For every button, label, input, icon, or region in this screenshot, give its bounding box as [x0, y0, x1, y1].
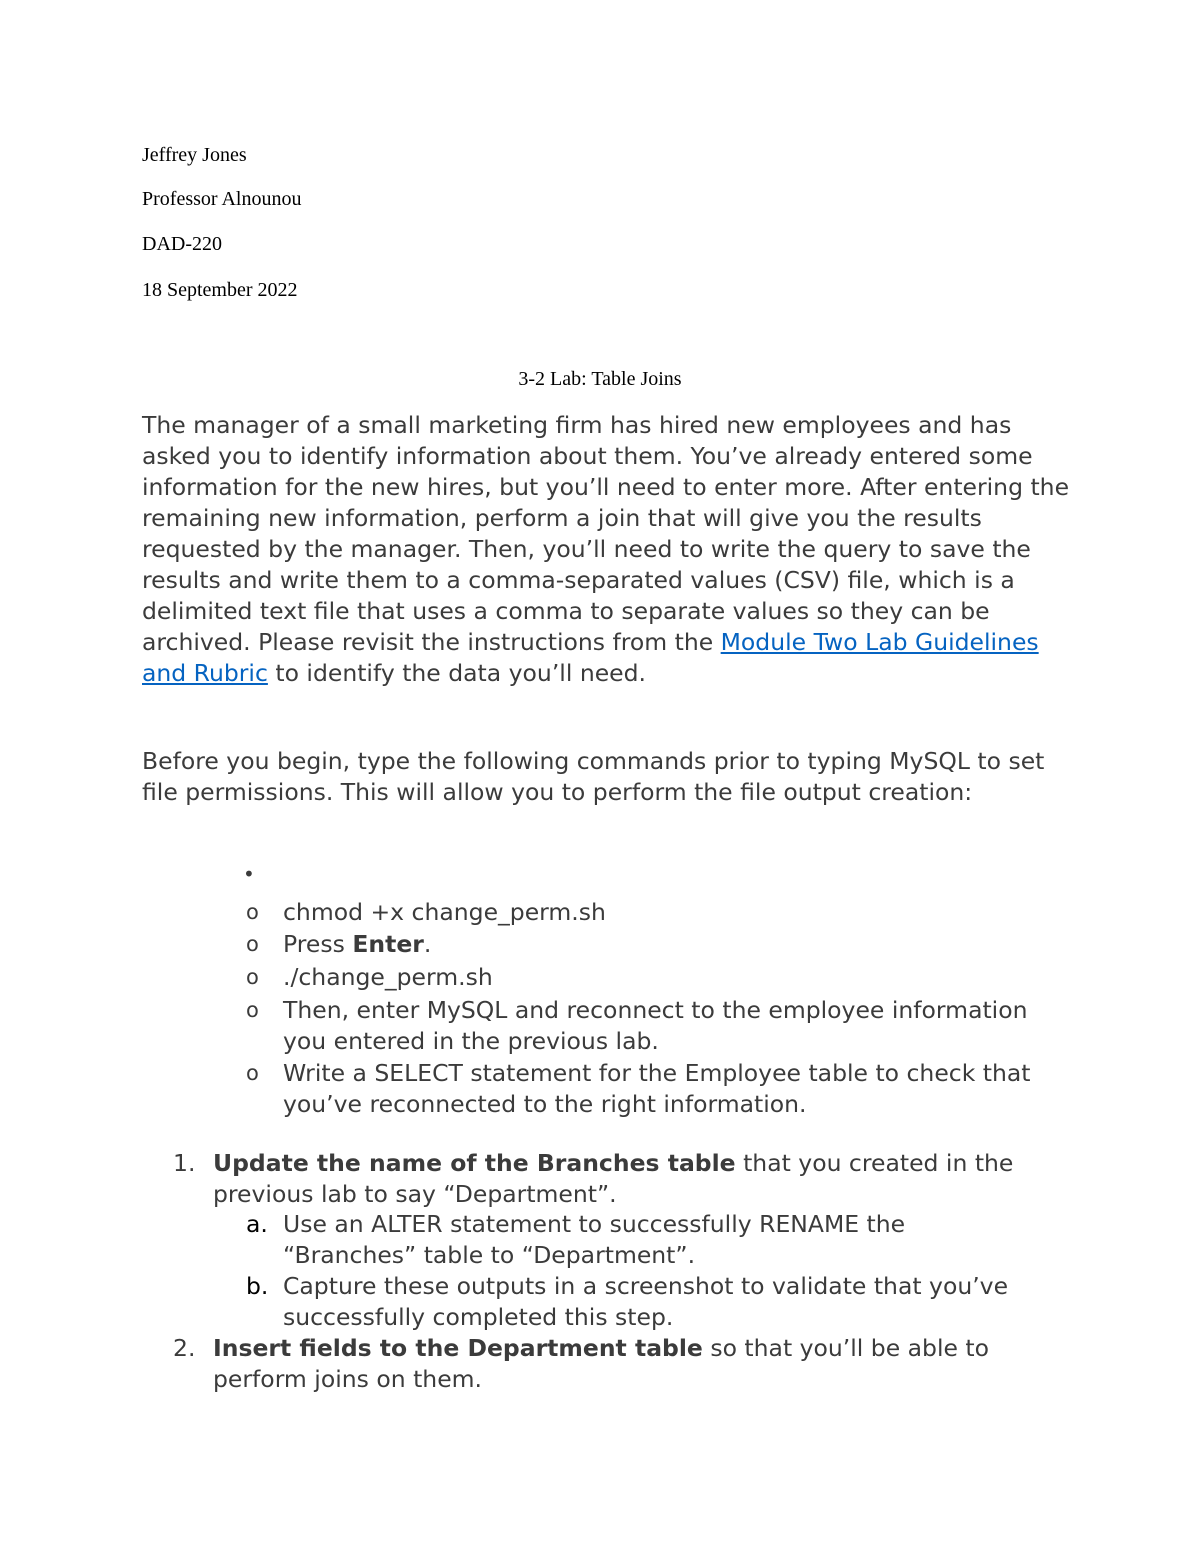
circle-bullet-icon: o [246, 900, 259, 924]
intro-text-end: to identify the data you’ll need. [267, 659, 647, 687]
intro-paragraph [142, 410, 1072, 689]
author-name: Jeffrey Jones [142, 144, 247, 166]
intro-text: The manager of a small marketing firm has hired new employees and has asked you to identify information about them. You’ve already entered some information for the new hires, but you’ll need to enter more. After entering the remaining new information, perform a join that will give you the results requested by the manager. Then, you’ll need to write the query to save the results and write them to a comma-separated values (CSV) file, which is a delimited text file that uses a comma to separate values so they can be archived. Please revisit the instructions from the [142, 411, 1070, 656]
step-number: 1. [173, 1149, 196, 1177]
document-title: 3-2 Lab: Table Joins [518, 368, 682, 390]
text-prefix: Press [283, 930, 353, 958]
substep-text: Capture these outputs in a screenshot to validate that you’ve successfully completed this step. [283, 1272, 1009, 1331]
course-code: DAD-220 [142, 233, 222, 255]
circle-bullet-icon: o [246, 998, 259, 1022]
list-item-text: Write a SELECT statement for the Employee table to check that you’ve reconnected to the right information. [283, 1059, 1031, 1118]
bullet-icon: • [243, 862, 255, 886]
step-number: 2. [173, 1334, 196, 1362]
step-bold-text: Update the name of the Branches table [213, 1149, 736, 1177]
step-rest-text: that you created in the previous lab to say “Department”. [213, 1149, 1014, 1208]
enter-key-label: Enter [352, 930, 424, 958]
circle-bullet-icon: o [246, 932, 259, 956]
list-item-text: Then, enter MySQL and reconnect to the employee information you entered in the previous lab. [283, 996, 1028, 1055]
step-rest-text: so that you’ll be able to perform joins on them. [213, 1334, 990, 1393]
step-text [213, 1148, 1063, 1210]
substep-letter: a. [246, 1210, 268, 1238]
substep-text: Use an ALTER statement to successfully RENAME the “Branches” table to “Department”. [283, 1210, 906, 1269]
document-date: 18 September 2022 [142, 279, 298, 301]
module-two-guidelines-link[interactable]: Module Two Lab Guidelines and Rubric [142, 628, 1039, 687]
professor-name: Professor Alnounou [142, 188, 302, 210]
step-bold-text: Insert fields to the Department table [213, 1334, 703, 1362]
before-paragraph: Before you begin, type the following commands prior to typing MySQL to set file permissions. This will allow you to perform the file output creation: [142, 747, 1045, 806]
list-item-text: ./change_perm.sh [283, 963, 493, 991]
circle-bullet-icon: o [246, 965, 259, 989]
list-item-text [283, 929, 1043, 960]
step-text [213, 1333, 1063, 1395]
text-suffix: . [423, 930, 432, 958]
circle-bullet-icon: o [246, 1061, 259, 1085]
substep-letter: b. [246, 1272, 269, 1300]
list-item-text: chmod +x change_perm.sh [283, 898, 606, 926]
